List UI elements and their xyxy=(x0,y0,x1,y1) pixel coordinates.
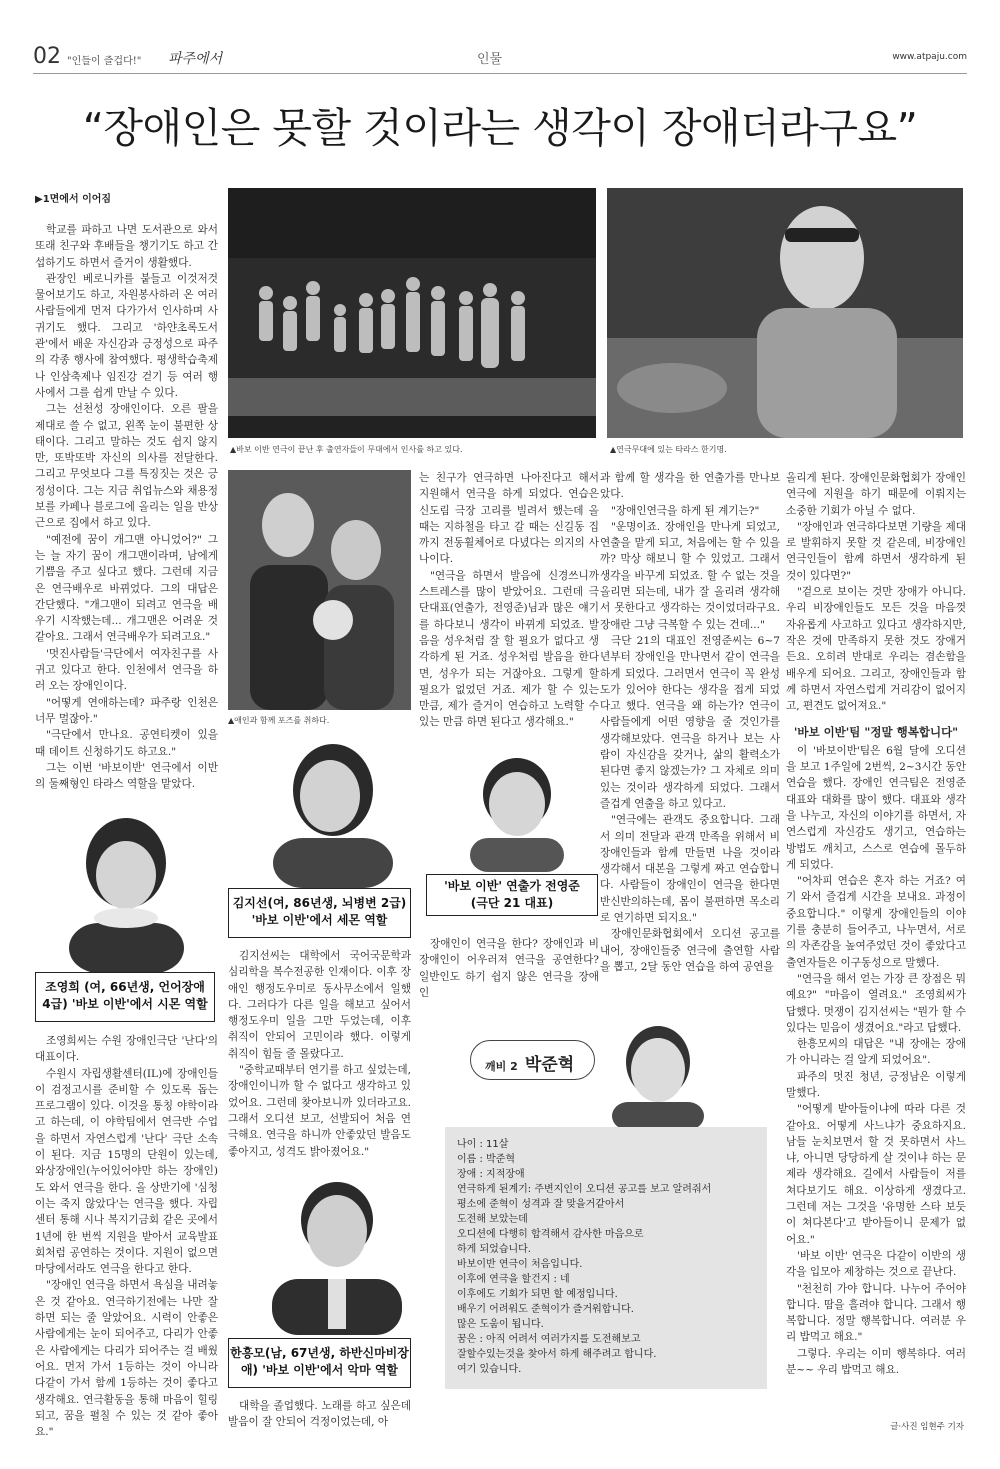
subheading: '바보 이반'팀 "정말 행복합니다" xyxy=(793,725,959,740)
paragraph: 그는 이번 '바보이반' 연극에서 이반의 둘째형인 타라스 역할을 맡았다. xyxy=(35,761,218,791)
slogan: "인들이 즐겁다!" xyxy=(67,56,142,67)
jeon-portrait-image xyxy=(462,752,572,872)
stage-photo-caption: ▲바보 이반 연극이 끝난 후 출연자들이 무대에서 인사를 하고 있다. xyxy=(230,445,463,454)
actor-photo xyxy=(607,188,963,438)
profile-line: 연극하게 된계기: 주변지인이 오디션 공고를 보고 알려줘서 xyxy=(457,1184,712,1195)
profile-line: 잘할수있는것을 찾아서 하게 해주려고 합니다. xyxy=(457,1349,657,1360)
paragraph: "연극을 하면서 발음에 신경쓰니까 스트레스를 많이 받았어요. 그런데 극단대표(연출가, 전영준)님과 많은 얘기를 하다보니 생각이 바뀌게 되었죠. 발음을 성우처럼 잘 할 필요가 없다고 생각하게 된 거죠. 성우처럼 발음을 한다면, 성우가 되는 거잖아요. 그렇게 할 필요가 없었던 거죠. 제가 할 수 있는 만큼, 제가 즐거이 연습하고 노력할 수 있는 만큼 하면 된다고 생각해요." xyxy=(419,569,599,729)
name-box-line: 애) '바보 이반'에서 악마 역할 xyxy=(240,1363,399,1377)
byline: 글·사진 임현주 기자 xyxy=(890,1422,964,1432)
paragraph: 학교를 파하고 나면 도서관으로 와서 또래 친구와 후배들을 챙기기도 하고 간섭하기도 하면서 즐거이 생활했다. xyxy=(35,224,218,269)
paragraph: "연극을 해서 얻는 가장 큰 장점은 뭐예요?" "마음이 열려요." 조영희씨가 답했다. 멋쟁이 김지선씨는 "뭔가 할 수 있다는 믿음이 생겼어요."라고 답했다. xyxy=(786,972,966,1034)
han-name-box xyxy=(228,1338,411,1388)
kid-title-bubble xyxy=(470,1040,595,1080)
paragraph: 조영희씨는 수원 장애인극단 '난다'의 대표이다. xyxy=(35,1035,218,1064)
paragraph: "예전에 꿈이 개그맨 아니었어?" 그는 늘 자기 꿈이 개그맨이라며, 남에게 기쁨을 주고 싶다고 했다. 그런데 지금은 연극배우로 바뀌었다. 그의 대답은 간단했다. "개그맨이 되려고 연극을 배우기 시작했는데... 개그맨은 어려운 것 같아요. 그래서 연극배우가 되려고요." xyxy=(35,533,218,644)
profile-line: 나이 : 11살 xyxy=(457,1139,509,1150)
profile-line: 많은 도움이 됩니다. xyxy=(457,1319,544,1330)
couple-photo-caption: ▲애인과 함께 포즈를 취하다. xyxy=(228,716,330,725)
jeon-name-box xyxy=(426,874,598,916)
couple-photo-image xyxy=(228,470,411,710)
profile-line: 배우기 어려워도 준혁이가 즐거워합니다. xyxy=(457,1304,634,1315)
paragraph: 김지선씨는 대학에서 국어국문학과 심리학을 복수전공한 인재이다. 이후 장애인 행정도우미로 동사무소에서 일했다. 그러다가 다른 일을 해보고 싶어서 행정도우미 일을 그만 두었는데, 이후 취직이 안되어 고민이라 했다. 이렇게 취직이 힘들 줄 몰랐다고. xyxy=(228,950,411,1060)
paragraph: 는 친구가 연극하면 나아진다고 해서 지원해서 연극을 하게 되었다. 연습은 신도림 극장 고리를 빌려서 했는데 올 때는 지하철을 타고 갈 때는 신길동 집까지 전동휠체어로 다녔다는 의지의 사나이다. xyxy=(419,472,599,566)
name-box-line: 조영희 (여, 66년생, 언어장애 xyxy=(45,980,205,994)
kid-name: 박준혁 xyxy=(524,1055,575,1075)
name-box-line: '바보 이반'에서 세몬 역할 xyxy=(251,913,388,927)
profile-line: 장애 : 지적장애 xyxy=(457,1169,525,1180)
profile-line: 하게 되었습니다. xyxy=(457,1244,531,1255)
profile-line: 오디션에 다행히 합격해서 감사한 마음으로 xyxy=(457,1229,644,1240)
profile-line: 여기 있습니다. xyxy=(457,1364,522,1375)
paragraph: "어떻게 받아들이냐에 따라 다른 것 같아요. 어떻게 사느냐가 중요하지요. 남들 눈치보면서 할 것 못하면서 사느냐, 아니면 당당하게 살 것이냐 하는 문제라 생각해요. 길에서 사람들이 저를 쳐다보기도 해요. 이상하게 생겼다고. 그런데 저는 그것을 '유명한 스타 보듯이 쳐다본다'고 받아들이니 문제가 없어요." xyxy=(786,1103,966,1246)
column-1-lower-text xyxy=(35,1033,218,1440)
kim-portrait xyxy=(258,738,408,888)
actor-photo-caption: ▲연극무대에 있는 타라스 한기명. xyxy=(610,445,727,454)
paragraph: 과 함께 할 생각을 한 연출가를 만나보았다. xyxy=(600,472,780,501)
paragraph: "극단에서 만나요. 공연티켓이 있을 때 데이트 신청하기도 하고요." xyxy=(35,729,218,758)
profile-line: 바보이반 연극이 처음입니다. xyxy=(457,1259,583,1270)
paragraph: "겉으로 보이는 것만 장애가 아니다. 우리 비장애인들도 모든 것을 마음껏 자유롭게 사고하고 있다고 생각하지만, 작은 것에 만족하지 못한 것도 장애거든요. 오히려 반대로 우리는 겸손함을 배우게 되어요. 그리고, 장애인들과 함께 하면서 자연스럽게 거리감이 없어지고, 편견도 없어져요." xyxy=(786,586,966,713)
paragraph: "중학교때부터 연기를 하고 싶었는데, 장애인이니까 할 수 없다고 생각하고 있었어요. 그런데 찾아보니까 있더라고요. 그래서 오디션 보고, 선발되어 처음 연극해요. 연극을 하니까 안좋았던 발음도 좋아지고, 성격도 밝아졌어요." xyxy=(228,1064,411,1158)
jeon-portrait xyxy=(462,752,572,872)
section-label: 인물 xyxy=(477,52,503,67)
paper-name: 파주에서 xyxy=(168,51,223,67)
kid-tag: 깨비 2 xyxy=(485,1060,518,1073)
profile-line: 이후에도 기회가 되면 할 예정입니다. xyxy=(457,1289,618,1300)
kim-portrait-image xyxy=(258,738,408,888)
paragraph: "천천히 가야 합니다. 나누어 주어야 합니다. 땀을 흘려야 합니다. 그래서 행복합니다. 정말 행복합니다. 여러분 우리 밥먹고 해요." xyxy=(786,1282,966,1344)
paragraph: 극단 21의 대표인 전영준씨는 6~7년부터 장애인을 만나면서 같이 연극을 하게 되었다. 그러면서 연극이 꼭 완성도가 있어야 한다는 생각을 접게 되었다고 했다. 연극을 왜 하는가? 연극이 사람들에게 어떤 영향을 줄 것인가를 생각해보았다. 연극을 하거나 보는 사람이 자신감을 갖거나, 삶의 활력소가 된다면 좋지 않겠는가? 그 자체로 의미있는 것이라 생각하게 되었다. 그래서 즐겁게 연출을 하고 있다고. xyxy=(600,634,780,810)
paragraph: 장애인문화협회에서 오디션 공고를 내어, 장애인들중 연극에 출연할 사람을 뽑고, 2달 동안 연습을 하여 공연을 xyxy=(600,928,780,973)
couple-photo xyxy=(228,470,411,710)
name-box-line: 한흥모(남, 67년생, 하반신마비장 xyxy=(230,1346,409,1360)
paragraph: '멋진사람들'극단에서 여자친구를 사귀고 있다고 한다. 인천에서 연극을 하러 오는 장애인이다. xyxy=(35,647,218,693)
profile-line: 이후에 연극을 할건지 : 네 xyxy=(457,1274,570,1285)
jo-portrait-image xyxy=(64,813,189,973)
column-4-text xyxy=(600,470,780,975)
website-url[interactable]: www.atpaju.com xyxy=(892,52,967,62)
paragraph: 그는 선천성 장애인이다. 오른 팔을 제대로 쓸 수 없고, 왼쪽 눈이 불편한 상태이다. 그리고 말하는 것도 쉽지 않지만, 또박또박 자신의 의사를 전달한다. 그리고 무엇보다 그를 특징짓는 것은 긍정성이다. 그는 지금 취업뉴스와 채용정보를 카페나 블로그에 올리는 일을 반상근으로 집에서 하고 있다. xyxy=(35,403,218,530)
paragraph: 이 '바보이반'팀은 6월 달에 오디션을 보고 1주일에 2번씩, 2~3시간 동안 연습을 했다. 장애인 연극팀은 전영준 대표와 대화를 많이 했다. 대표와 생각을 나누고, 자신의 이야기를 하면서, 자연스럽게 자신감도 생기고, 연습하는 방법도 깨치고, 스스로 연습에 몰두하게 되었다. xyxy=(786,744,966,871)
han-portrait xyxy=(262,1175,412,1335)
paragraph: "운명이죠. 장애인을 만나게 되었고, 연출을 맡게 되고, 처음에는 할 수 있을까? 막상 해보니 할 수 있었고. 그래서 생각을 바꾸게 되었죠. 할 수 없는 것을 올리면 되는데, 내가 잘 올리려 생각해서 못한다고 생각하는 것이었더라구요. 장애란 그냥 극복할 수 있는 건데..." xyxy=(600,520,780,631)
page-header xyxy=(33,38,967,74)
kim-name-box xyxy=(228,888,411,938)
paragraph: 올리게 된다. 장애인문화협회가 장애인연극에 지원을 하기 때문에 이뤄지는 소중한 기회가 아닐 수 없다. xyxy=(786,472,966,517)
kid-portrait-image xyxy=(598,1020,718,1130)
paragraph: '바보 이반' 연극은 다같이 이반의 생각을 입모아 제창하는 것으로 끝난다. xyxy=(786,1249,966,1279)
paragraph: "연극에는 관객도 중요합니다. 그래서 의미 전달과 관객 만족을 위해서 비장애인들과 함께 만들면 나을 것이라 생각해서 대본을 그렇게 짜고 연습합니다. 사람들이 장애인이 연극을 한다면 반신반의하는데, 몸이 불편하면 목소리로 연기하면 되지요." xyxy=(600,814,780,925)
name-box-line: (극단 21 대표) xyxy=(470,896,554,910)
continued-marker: ▶1면에서 이어짐 xyxy=(35,194,112,205)
paragraph: 한흥모씨의 대답은 "내 장애는 장애가 아니라는 걸 알게 되었어요". xyxy=(786,1038,966,1067)
stage-photo xyxy=(228,188,596,438)
column-3-lower-text: 장애인이 연극을 한다? 장애인과 비장애인이 어우러져 연극을 공연한다? 일반인도 하기 쉽지 않은 연극을 장애인 xyxy=(419,938,599,999)
column-2-bottom-text: 대학을 졸업했다. 노래를 하고 싶은데 발음이 잘 안되어 걱정이었는데, 아 xyxy=(228,1400,411,1429)
kid-profile-box xyxy=(445,1127,767,1389)
column-5-text xyxy=(786,470,966,1378)
stage-photo-image xyxy=(228,188,596,438)
paragraph: 관장인 베로니카를 붙들고 이것저것 물어보기도 하고, 자원봉사하러 온 여러 사람들에게 먼저 다가가서 인사하며 사귀기도 했다. 그리고 '하얀초록도서관'에서 배운 자신감과 긍정성으로 파주의 각종 행사에 참여했다. 평생학습축제나 인삼축제나 임진강 걷기 등 여러 행사에서 그를 쉽게 만날 수 있다. xyxy=(35,272,218,399)
profile-line: 도전해 보았는데 xyxy=(457,1214,528,1225)
profile-line: 꿈은 : 아직 어려서 여러가지를 도전해보고 xyxy=(457,1334,641,1345)
jo-portrait xyxy=(64,813,189,973)
paragraph: "장애인과 연극하다보면 기량을 제대로 발휘하지 못할 것 같은데, 비장애인 연극인들이 함께 하면서 생각하게 된 것이 있다면?" xyxy=(786,520,966,582)
column-1-text xyxy=(35,222,218,792)
profile-line: 평소에 준혁이 성격과 잘 맞을거같아서 xyxy=(457,1199,625,1210)
paragraph: 그렇다. 우리는 이미 행복하다. 여러분~~ 우리 밥먹고 해요. xyxy=(786,1347,966,1377)
name-box-line: '바보 이반' 연출가 전영준 xyxy=(444,879,580,893)
page-number: 02 xyxy=(33,44,61,69)
actor-photo-image xyxy=(607,188,963,438)
paragraph: "어차피 연습은 혼자 하는 거죠? 여기 와서 즐겁게 시간을 보내요. 과정이 중요합니다." 이렇게 장애인들의 이야기를 충분히 들어주고, 나누면서, 서로의 자존감을 높여주었던 것이 좋았다고 출연자들은 이구동성으로 말했다. xyxy=(786,875,966,969)
column-3-text xyxy=(419,470,599,731)
name-box-line: 4급) '바보 이반'에서 시몬 역할 xyxy=(42,997,208,1011)
name-box-line: 김지선(여, 86년생, 뇌병변 2급) xyxy=(232,896,407,910)
paragraph: "장애인연극을 하게 된 계기는?" xyxy=(611,504,760,517)
paragraph: 파주의 멋진 청년, 긍정남은 이렇게 말했다. xyxy=(786,1070,966,1099)
paragraph: "장애인 연극을 하면서 욕심을 내려놓은 것 같아요. 연극하기전에는 나만 잘하면 되는 줄 알았어요. 시력이 안좋은 사람에게는 눈이 되어주고, 다리가 안좋은 사람에게는 다리가 되어주는 걸 배웠어요. 먼저 가서 1등하는 것이 아니라 다같이 가서 함께 1등하는 것이 좋다고 생각해요. 연극활동을 통해 마음이 힐링 되고, 꿈을 펼칠 수 있는 것 같아 좋아요." xyxy=(35,1279,218,1439)
kid-portrait xyxy=(598,1020,718,1130)
paragraph: 수원시 자립생활센터(IL)에 장애인들이 검정고시를 준비할 수 있도록 돕는 프로그램이 있다. 이것을 통칭 야학이라고 하는데, 이 야학팀에서 연극반 수업을 하면서 자연스럽게 '난다' 극단 소속이 된다. 지금 15명의 단원이 있는데, 와상장애인(누어있어야만 하는 장애인)도 와서 연극을 한다. 올 상반기에 '심청이는 죽지 않았다'는 연극을 했다. 자립센터 통해 시나 복지기금회 같은 곳에서 1년에 한 번씩 지원을 받아서 교육발표회처럼 공연하는 것이다. 지원이 없으면 마당에서라도 연극을 한다고 한다. xyxy=(35,1067,218,1276)
headline: “장애인은 못할 것이라는 생각이 장애더라구요” xyxy=(82,104,918,152)
jo-name-box xyxy=(35,972,215,1022)
column-2-lower-text xyxy=(228,948,411,1160)
paragraph: "어떻게 연애하는데? 파주랑 인천은 너무 멀잖아." xyxy=(35,696,218,725)
profile-line: 이름 : 박준혁 xyxy=(457,1154,516,1165)
han-portrait-image xyxy=(262,1175,412,1335)
